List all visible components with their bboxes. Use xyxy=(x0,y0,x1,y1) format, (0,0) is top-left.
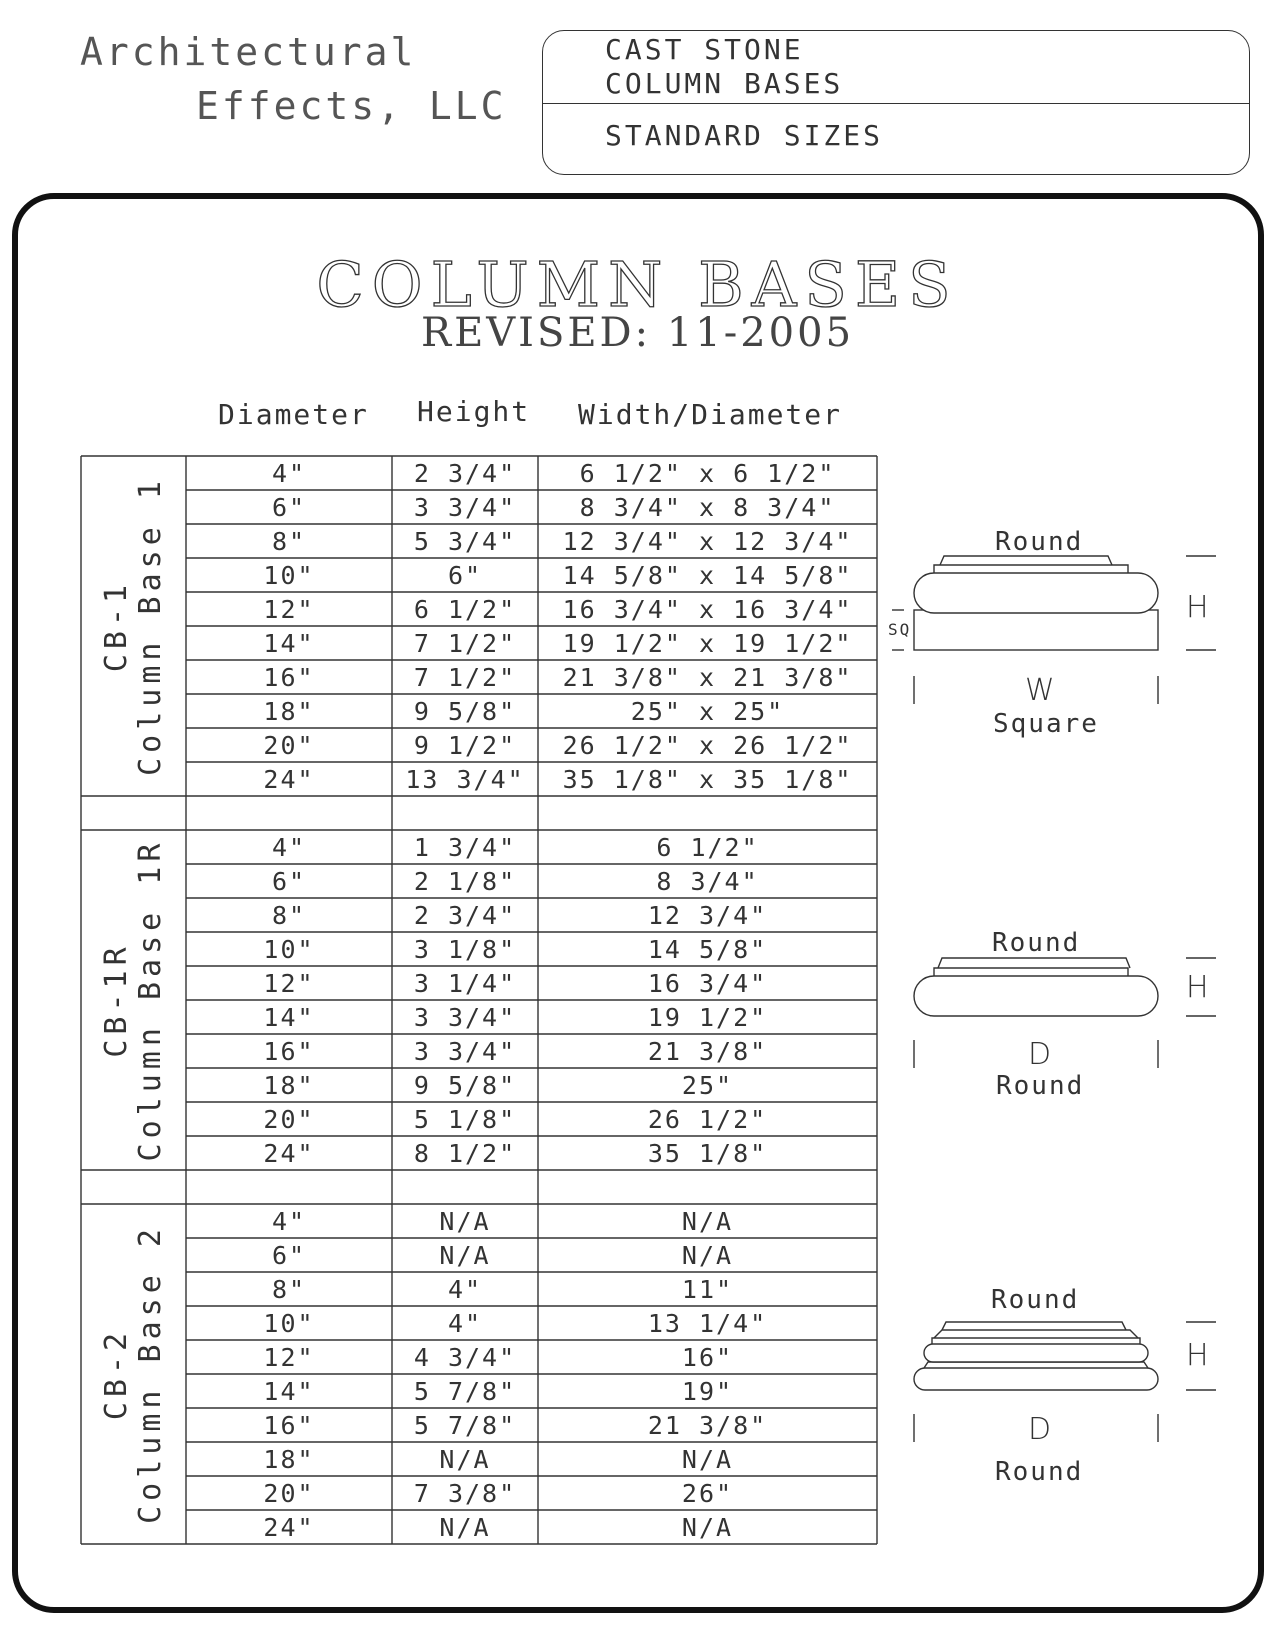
cell-diameter: 8" xyxy=(271,1274,307,1304)
cell-diameter: 20" xyxy=(263,1104,315,1134)
cell-height: 9 5/8" xyxy=(413,696,517,726)
cell-width-diameter: 21 3/8" xyxy=(647,1036,768,1066)
cell-diameter: 6" xyxy=(271,1240,307,1270)
diagram2-top-label: Round xyxy=(992,928,1081,958)
group-name: Column Base 2 xyxy=(132,1224,168,1524)
cell-diameter: 10" xyxy=(263,560,315,590)
cell-height: 8 1/2" xyxy=(413,1138,517,1168)
cell-diameter: 18" xyxy=(263,1070,315,1100)
cell-width-diameter: 19" xyxy=(681,1376,734,1406)
diagram1-sq-label: SQ xyxy=(888,620,912,639)
cell-diameter: 8" xyxy=(271,526,307,556)
cell-diameter: 14" xyxy=(263,1002,315,1032)
cell-height: 3 3/4" xyxy=(413,1002,517,1032)
cell-height: 2 3/4" xyxy=(413,900,517,930)
base-profile-cb1r xyxy=(914,958,1216,1068)
cell-height: N/A xyxy=(439,1206,491,1236)
base-profile-cb2 xyxy=(914,1322,1216,1442)
cell-height: 4 3/4" xyxy=(413,1342,517,1372)
cell-width-diameter: 8 3/4" xyxy=(656,866,759,896)
cell-width-diameter: 19 1/2" x 19 1/2" xyxy=(562,628,853,658)
cell-width-diameter: 16 3/4" x 16 3/4" xyxy=(562,594,853,624)
cell-width-diameter: 8 3/4" x 8 3/4" xyxy=(579,492,836,522)
cell-height: 1 3/4" xyxy=(413,832,517,862)
cell-height: N/A xyxy=(439,1444,491,1474)
cell-diameter: 10" xyxy=(263,934,315,964)
cell-diameter: 6" xyxy=(271,492,307,522)
cell-width-diameter: N/A xyxy=(681,1444,734,1474)
cell-width-diameter: N/A xyxy=(681,1206,734,1236)
cell-height: 2 1/8" xyxy=(413,866,517,896)
cell-width-diameter: 19 1/2" xyxy=(647,1002,768,1032)
group-code: CB-1R xyxy=(98,942,134,1058)
company-name-line1: Architectural xyxy=(80,30,417,74)
column-header-diameter: Diameter xyxy=(218,398,369,431)
cell-height: 2 3/4" xyxy=(413,458,517,488)
cell-width-diameter: 14 5/8" x 14 5/8" xyxy=(562,560,853,590)
revised-date: REVISED: 11-2005 xyxy=(420,310,855,356)
cell-diameter: 6" xyxy=(271,866,307,896)
cell-height: 9 1/2" xyxy=(413,730,517,760)
cell-diameter: 10" xyxy=(263,1308,315,1338)
cell-diameter: 12" xyxy=(263,594,315,624)
cell-width-diameter: 14 5/8" xyxy=(647,934,768,964)
cell-diameter: 12" xyxy=(263,1342,315,1372)
cell-height: 3 1/4" xyxy=(413,968,517,998)
cell-height: 6 1/2" xyxy=(413,594,517,624)
cell-height: 3 1/8" xyxy=(413,934,517,964)
cell-diameter: 18" xyxy=(263,696,315,726)
cell-width-diameter: 26 1/2" xyxy=(647,1104,768,1134)
cell-width-diameter: 21 3/8" xyxy=(647,1410,768,1440)
cell-width-diameter: 21 3/8" x 21 3/8" xyxy=(562,662,853,692)
cell-diameter: 16" xyxy=(263,662,315,692)
diagram2-height-letter: H xyxy=(1186,970,1209,1005)
cell-height: 7 1/2" xyxy=(413,662,517,692)
group-label-cb-1r xyxy=(100,830,168,1170)
cell-height: 3 3/4" xyxy=(413,1036,517,1066)
cell-width-diameter: 25" xyxy=(681,1070,734,1100)
diagram2-width-letter: D xyxy=(1028,1037,1052,1072)
cell-diameter: 4" xyxy=(271,458,307,488)
cell-height: N/A xyxy=(439,1240,491,1270)
diagram3-bottom-label: Round xyxy=(995,1457,1084,1487)
diagram2-bottom-label: Round xyxy=(996,1071,1085,1101)
group-label-cb-2 xyxy=(100,1204,168,1544)
cell-width-diameter: 25" x 25" xyxy=(630,696,785,726)
cell-height: 4" xyxy=(447,1274,483,1304)
column-header-width-diameter: Width/Diameter xyxy=(578,398,843,431)
cell-diameter: 14" xyxy=(263,1376,315,1406)
cell-diameter: 14" xyxy=(263,628,315,658)
cell-height: 9 5/8" xyxy=(413,1070,517,1100)
cell-diameter: 12" xyxy=(263,968,315,998)
cell-width-diameter: N/A xyxy=(681,1512,734,1542)
cell-diameter: 4" xyxy=(271,832,307,862)
cell-height: 5 1/8" xyxy=(413,1104,517,1134)
cell-diameter: 24" xyxy=(263,1512,315,1542)
title-line1: CAST STONE xyxy=(605,33,804,66)
cell-height: 7 1/2" xyxy=(413,628,517,658)
cell-width-diameter: 11" xyxy=(681,1274,734,1304)
column-header-height: Height xyxy=(417,395,531,428)
cell-diameter: 20" xyxy=(263,730,315,760)
cell-width-diameter: N/A xyxy=(681,1240,734,1270)
cell-height: 5 7/8" xyxy=(413,1376,517,1406)
diagram1-top-label: Round xyxy=(995,527,1084,557)
company-name-line2: Effects, LLC xyxy=(196,84,507,128)
group-name: Column Base 1R xyxy=(132,838,168,1162)
cell-diameter: 16" xyxy=(263,1036,315,1066)
cell-width-diameter: 13 1/4" xyxy=(647,1308,768,1338)
diagram1-bottom-label: Square xyxy=(993,709,1099,739)
cell-width-diameter: 16 3/4" xyxy=(647,968,768,998)
cell-height: 4" xyxy=(447,1308,483,1338)
cell-height: 6" xyxy=(447,560,483,590)
cell-diameter: 4" xyxy=(271,1206,307,1236)
diagram3-width-letter: D xyxy=(1028,1412,1052,1447)
cell-width-diameter: 26" xyxy=(681,1478,734,1508)
group-name: Column Base 1 xyxy=(132,476,168,776)
diagram3-height-letter: H xyxy=(1186,1338,1209,1373)
cell-height: N/A xyxy=(439,1512,491,1542)
diagram1-height-letter: H xyxy=(1186,590,1209,625)
cell-width-diameter: 12 3/4" x 12 3/4" xyxy=(562,526,853,556)
title-subtitle: STANDARD SIZES xyxy=(605,119,884,152)
diagram1-width-letter: W xyxy=(1025,673,1055,708)
cell-diameter: 24" xyxy=(263,1138,315,1168)
cell-width-diameter: 12 3/4" xyxy=(647,900,768,930)
cell-diameter: 24" xyxy=(263,764,315,794)
group-code: CB-2 xyxy=(98,1327,134,1421)
cell-diameter: 8" xyxy=(271,900,307,930)
cell-width-diameter: 6 1/2" xyxy=(656,832,759,862)
cell-diameter: 18" xyxy=(263,1444,315,1474)
cell-height: 5 3/4" xyxy=(413,526,517,556)
cell-width-diameter: 16" xyxy=(681,1342,734,1372)
cell-diameter: 16" xyxy=(263,1410,315,1440)
page-title: COLUMN BASES xyxy=(316,248,959,321)
cell-diameter: 20" xyxy=(263,1478,315,1508)
cell-width-diameter: 35 1/8" xyxy=(647,1138,768,1168)
diagram3-top-label: Round xyxy=(991,1285,1080,1315)
cell-height: 7 3/8" xyxy=(413,1478,517,1508)
cell-width-diameter: 26 1/2" x 26 1/2" xyxy=(562,730,853,760)
title-line2: COLUMN BASES xyxy=(605,67,844,100)
cell-height: 13 3/4" xyxy=(405,764,525,794)
cell-width-diameter: 35 1/8" x 35 1/8" xyxy=(562,764,853,794)
group-code: CB-1 xyxy=(98,579,134,673)
cell-height: 3 3/4" xyxy=(413,492,517,522)
group-label-cb-1 xyxy=(100,456,168,796)
cell-width-diameter: 6 1/2" x 6 1/2" xyxy=(579,458,836,488)
cell-height: 5 7/8" xyxy=(413,1410,517,1440)
